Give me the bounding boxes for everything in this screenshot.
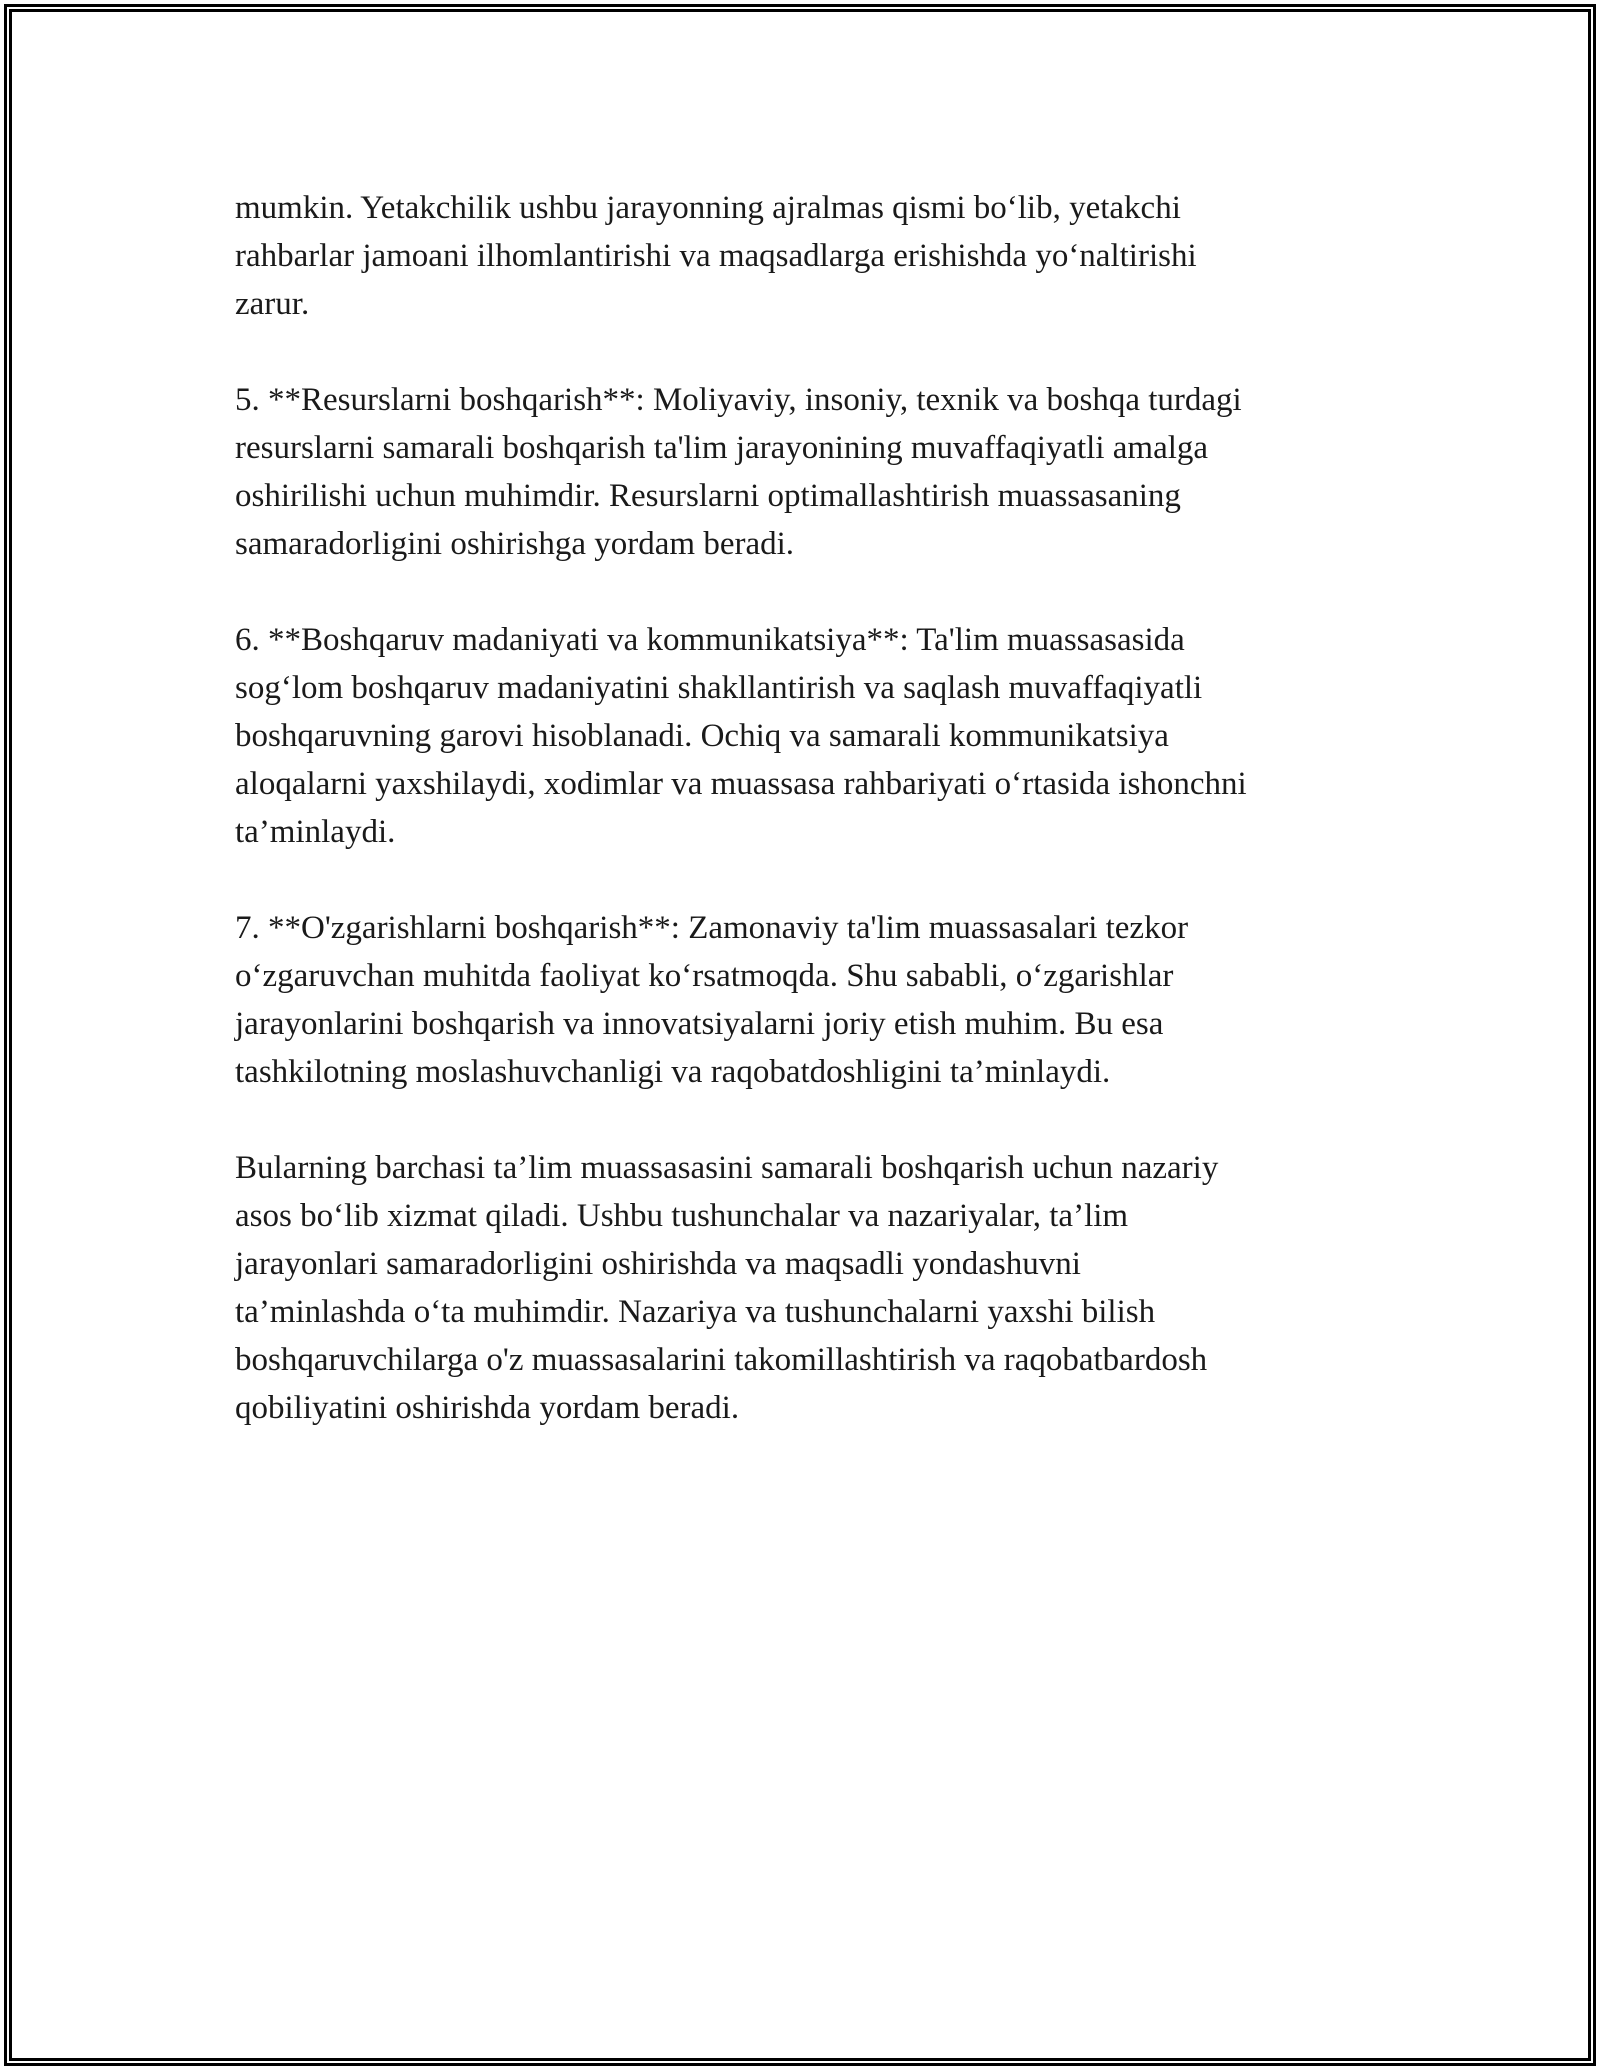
paragraph-management-culture <box>235 616 1395 856</box>
text-line: aloqalarni yaxshilaydi, xodimlar va muassasa rahbariyati o‘rtasida ishonchni <box>235 766 1247 802</box>
text-line: ta’minlaydi. <box>235 814 396 850</box>
text-line: 6. **Boshqaruv madaniyati va kommunikatsiya**: Ta'lim muassasasida <box>235 622 1185 658</box>
text-line: qobiliyatini oshirishda yordam beradi. <box>235 1390 740 1426</box>
text-line: 5. **Resurslarni boshqarish**: Moliyaviy, insoniy, texnik va boshqa turdagi <box>235 382 1242 418</box>
text-line: boshqaruvchilarga o'z muassasalarini takomillashtirish va raqobatbardosh <box>235 1342 1208 1378</box>
text-line: oshirilishi uchun muhimdir. Resurslarni optimallashtirish muassasaning <box>235 478 1181 514</box>
text-line: Bularning barchasi ta’lim muassasasini samarali boshqarish uchun nazariy <box>235 1150 1219 1186</box>
text-line: jarayonlarini boshqarish va innovatsiyalarni joriy etish muhim. Bu esa <box>235 1006 1164 1042</box>
paragraph-leadership-continuation <box>235 184 1395 328</box>
text-line: ta’minlashda o‘ta muhimdir. Nazariya va tushunchalarni yaxshi bilish <box>235 1294 1156 1330</box>
text-line: 7. **O'zgarishlarni boshqarish**: Zamonaviy ta'lim muassasalari tezkor <box>235 910 1189 946</box>
text-line: resurslarni samarali boshqarish ta'lim jarayonining muvaffaqiyatli amalga <box>235 430 1209 466</box>
text-line: mumkin. Yetakchilik ushbu jarayonning ajralmas qismi bo‘lib, yetakchi <box>235 190 1181 226</box>
paragraph-resource-management <box>235 376 1395 568</box>
text-line: asos bo‘lib xizmat qiladi. Ushbu tushunchalar va nazariyalar, ta’lim <box>235 1198 1129 1234</box>
text-line: jarayonlari samaradorligini oshirishda va maqsadli yondashuvni <box>235 1246 1081 1282</box>
text-line: rahbarlar jamoani ilhomlantirishi va maqsadlarga erishishda yo‘naltirishi <box>235 238 1197 274</box>
text-line: boshqaruvning garovi hisoblanadi. Ochiq va samarali kommunikatsiya <box>235 718 1169 754</box>
paragraph-change-management <box>235 904 1395 1096</box>
text-line: samaradorligini oshirishga yordam beradi. <box>235 526 795 562</box>
text-line: o‘zgaruvchan muhitda faoliyat ko‘rsatmoqda. Shu sababli, o‘zgarishlar <box>235 958 1174 994</box>
text-line: zarur. <box>235 286 310 322</box>
text-line: sog‘lom boshqaruv madaniyatini shakllantirish va saqlash muvaffaqiyatli <box>235 670 1203 706</box>
paragraph-conclusion <box>235 1144 1395 1432</box>
text-line: tashkilotning moslashuvchanligi va raqobatdoshligini ta’minlaydi. <box>235 1054 1111 1090</box>
document-body <box>235 184 1395 1480</box>
